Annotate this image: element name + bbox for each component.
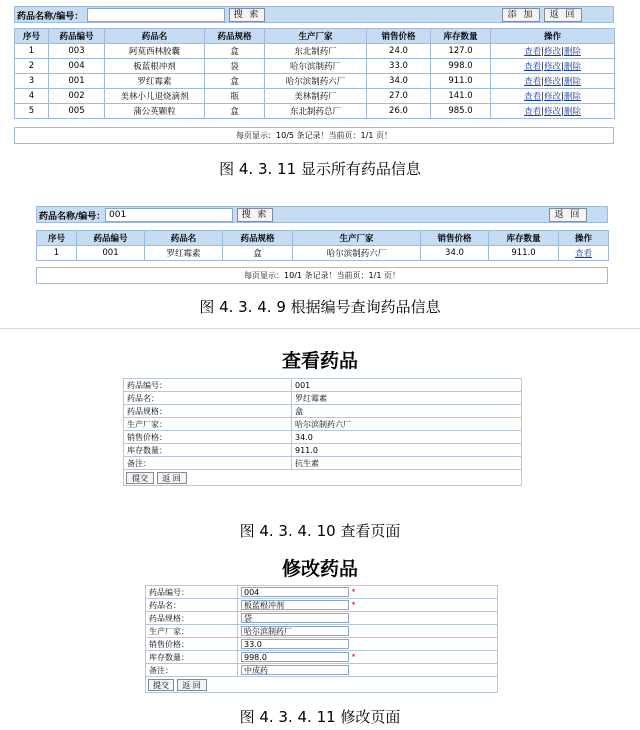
field-label: 库存数量： <box>146 651 238 664</box>
name-input[interactable]: 板蓝根冲剂 <box>241 600 349 610</box>
view-link[interactable]: 查看 <box>524 62 542 72</box>
cell-actions <box>491 89 615 104</box>
cell-spec: 盒 <box>223 246 293 261</box>
form-actions-row <box>146 677 498 693</box>
form-row <box>124 405 522 418</box>
field-value: 001 <box>292 379 522 392</box>
field-value: 抗生素 <box>292 457 522 470</box>
table-row <box>15 104 615 119</box>
section-divider <box>0 328 640 329</box>
op-separator: | <box>541 107 544 117</box>
cell-index: 2 <box>15 59 49 74</box>
required-mark: * <box>351 652 356 662</box>
field-label: 药品编号： <box>146 586 238 599</box>
cell-price: 34.0 <box>367 74 431 89</box>
stock-input[interactable]: 998.0 <box>241 652 349 662</box>
view-link[interactable]: 查看 <box>524 92 542 102</box>
cell-index: 5 <box>15 104 49 119</box>
op-separator: | <box>541 47 544 57</box>
cell-spec: 袋 <box>205 59 265 74</box>
search-input[interactable]: 001 <box>105 208 233 222</box>
form-row <box>146 599 498 612</box>
column-header: 销售价格 <box>367 29 431 44</box>
table-row <box>15 89 615 104</box>
column-header: 操作 <box>491 29 615 44</box>
cell-spec: 盒 <box>205 104 265 119</box>
cell-code: 002 <box>49 89 105 104</box>
column-header: 序号 <box>37 231 77 246</box>
edit-submit-button[interactable]: 提交 <box>148 679 174 691</box>
column-header: 药品名 <box>105 29 205 44</box>
cell-index: 1 <box>15 44 49 59</box>
op-separator: | <box>561 77 564 87</box>
column-header: 销售价格 <box>421 231 489 246</box>
required-mark: * <box>351 587 356 597</box>
field-label: 备注： <box>146 664 238 677</box>
table-header-row <box>37 231 609 246</box>
field-value: 911.0 <box>292 444 522 457</box>
caption-view: 图 4. 3. 4. 10 查看页面 <box>239 522 401 540</box>
list-pager: 每页显示：10/5 条记录！当前页：1/1 页！ <box>14 127 614 144</box>
cell-actions <box>491 44 615 59</box>
column-header: 生产厂家 <box>265 29 367 44</box>
caption-search: 图 4. 3. 4. 9 根据编号查询药品信息 <box>199 298 441 316</box>
column-header: 药品规格 <box>223 231 293 246</box>
field-label: 备注： <box>124 457 292 470</box>
column-header: 操作 <box>559 231 609 246</box>
cell-index: 3 <box>15 74 49 89</box>
field-label: 销售价格： <box>124 431 292 444</box>
cell-stock: 911.0 <box>489 246 559 261</box>
search-pager: 每页显示：10/1 条记录！当前页：1/1 页！ <box>36 267 608 284</box>
field-label: 药品名： <box>124 392 292 405</box>
cell-spec: 瓶 <box>205 89 265 104</box>
form-row <box>124 379 522 392</box>
table-header-row <box>15 29 615 44</box>
search-back-button[interactable]: 返 回 <box>549 208 587 222</box>
op-separator: | <box>541 77 544 87</box>
search-label: 药品名称/编号： <box>39 212 106 222</box>
cell-maker: 东北制药总厂 <box>265 104 367 119</box>
cell-name: 罗红霉素 <box>145 246 223 261</box>
list-search-button[interactable]: 搜 索 <box>229 8 265 22</box>
cell-code: 001 <box>49 74 105 89</box>
cell-code: 001 <box>77 246 145 261</box>
cell-name: 板蓝根冲剂 <box>105 59 205 74</box>
spec-input[interactable]: 袋 <box>241 613 349 623</box>
cell-name: 阿莫西林胶囊 <box>105 44 205 59</box>
column-header: 药品编号 <box>49 29 105 44</box>
table-row <box>37 246 609 261</box>
view-back-button[interactable]: 返 回 <box>157 472 187 484</box>
op-separator: | <box>561 47 564 57</box>
table-row <box>15 59 615 74</box>
cell-name: 蒲公英颗粒 <box>105 104 205 119</box>
table-row <box>15 44 615 59</box>
form-row <box>124 431 522 444</box>
caption-list: 图 4. 3. 11 显示所有药品信息 <box>219 160 421 178</box>
cell-name: 美林小儿退烧滴剂 <box>105 89 205 104</box>
op-separator: | <box>561 62 564 72</box>
view-page-title: 查看药品 <box>281 350 358 372</box>
cell-stock: 141.0 <box>431 89 491 104</box>
cell-actions <box>491 59 615 74</box>
field-value: 罗红霉素 <box>292 392 522 405</box>
op-separator: | <box>561 92 564 102</box>
list-search-label: 药品名称/编号： <box>17 12 84 22</box>
cell-maker: 哈尔滨制药厂 <box>265 59 367 74</box>
op-separator: | <box>541 92 544 102</box>
op-separator: | <box>541 62 544 72</box>
field-value: 盒 <box>292 405 522 418</box>
field-label: 库存数量： <box>124 444 292 457</box>
form-row <box>146 612 498 625</box>
cell-index: 4 <box>15 89 49 104</box>
column-header: 序号 <box>15 29 49 44</box>
view-link[interactable]: 查看 <box>524 77 542 87</box>
column-header: 生产厂家 <box>293 231 421 246</box>
op-separator: | <box>561 107 564 117</box>
edit-link[interactable]: 修改 <box>543 77 561 87</box>
edit-link[interactable]: 修改 <box>543 47 561 57</box>
cell-spec: 盒 <box>205 74 265 89</box>
form-actions-row <box>124 470 522 486</box>
edit-page-title: 修改药品 <box>281 558 358 580</box>
caption-edit: 图 4. 3. 4. 11 修改页面 <box>239 708 401 726</box>
cell-price: 24.0 <box>367 44 431 59</box>
column-header: 药品规格 <box>205 29 265 44</box>
cell-price: 26.0 <box>367 104 431 119</box>
edit-link[interactable]: 修改 <box>543 107 561 117</box>
cell-actions <box>491 104 615 119</box>
delete-link[interactable]: 删除 <box>563 77 581 87</box>
edit-link[interactable]: 修改 <box>543 92 561 102</box>
cell-spec: 盒 <box>205 44 265 59</box>
table-row <box>15 74 615 89</box>
edit-back-button[interactable]: 返 回 <box>177 679 207 691</box>
form-row <box>124 392 522 405</box>
form-row <box>146 586 498 599</box>
delete-link[interactable]: 删除 <box>563 47 581 57</box>
field-label: 药品规格： <box>124 405 292 418</box>
cell-stock: 985.0 <box>431 104 491 119</box>
form-row <box>124 418 522 431</box>
field-label: 生产厂家： <box>146 625 238 638</box>
form-row <box>146 664 498 677</box>
delete-link[interactable]: 删除 <box>563 107 581 117</box>
cell-stock: 911.0 <box>431 74 491 89</box>
cell-index: 1 <box>37 246 77 261</box>
field-value: 34.0 <box>292 431 522 444</box>
cell-code: 004 <box>49 59 105 74</box>
cell-code: 003 <box>49 44 105 59</box>
view-submit-button[interactable]: 提交 <box>126 472 154 484</box>
form-row <box>146 651 498 664</box>
maker-input[interactable]: 哈尔滨制药厂 <box>241 626 349 636</box>
remark-input[interactable]: 中成药 <box>241 665 349 675</box>
search-result-table <box>36 230 609 261</box>
search-toolbar <box>36 206 608 223</box>
view-drug-form <box>123 378 522 486</box>
required-mark: * <box>351 600 356 610</box>
form-row <box>146 638 498 651</box>
cell-maker: 哈尔滨制药六厂 <box>293 246 421 261</box>
delete-link[interactable]: 删除 <box>563 62 581 72</box>
drug-list-table <box>14 28 615 119</box>
edit-link[interactable]: 修改 <box>543 62 561 72</box>
field-label: 药品编号： <box>124 379 292 392</box>
list-add-button[interactable]: 添 加 <box>502 8 540 22</box>
cell-maker: 东北制药厂 <box>265 44 367 59</box>
list-search-input[interactable] <box>87 8 225 22</box>
cell-price: 34.0 <box>421 246 489 261</box>
field-value: 哈尔滨制药六厂 <box>292 418 522 431</box>
cell-actions <box>559 246 609 261</box>
view-link[interactable]: 查看 <box>574 249 592 259</box>
delete-link[interactable]: 删除 <box>563 92 581 102</box>
price-input[interactable]: 33.0 <box>241 639 349 649</box>
form-row <box>146 625 498 638</box>
form-row <box>124 444 522 457</box>
column-header: 库存数量 <box>489 231 559 246</box>
cell-stock: 998.0 <box>431 59 491 74</box>
form-row <box>124 457 522 470</box>
view-link[interactable]: 查看 <box>524 47 542 57</box>
edit-drug-form <box>145 585 498 693</box>
field-label: 销售价格： <box>146 638 238 651</box>
code-input[interactable]: 004 <box>241 587 349 597</box>
cell-actions <box>491 74 615 89</box>
field-label: 药品规格： <box>146 612 238 625</box>
field-label: 生产厂家： <box>124 418 292 431</box>
cell-price: 27.0 <box>367 89 431 104</box>
view-link[interactable]: 查看 <box>524 107 542 117</box>
cell-price: 33.0 <box>367 59 431 74</box>
column-header: 库存数量 <box>431 29 491 44</box>
cell-maker: 美林制药厂 <box>265 89 367 104</box>
cell-stock: 127.0 <box>431 44 491 59</box>
list-back-button[interactable]: 返 回 <box>544 8 582 22</box>
cell-maker: 哈尔滨制药六厂 <box>265 74 367 89</box>
cell-code: 005 <box>49 104 105 119</box>
search-button[interactable]: 搜 索 <box>237 208 273 222</box>
column-header: 药品名 <box>145 231 223 246</box>
list-toolbar <box>14 6 614 23</box>
cell-name: 罗红霉素 <box>105 74 205 89</box>
column-header: 药品编号 <box>77 231 145 246</box>
field-label: 药品名： <box>146 599 238 612</box>
